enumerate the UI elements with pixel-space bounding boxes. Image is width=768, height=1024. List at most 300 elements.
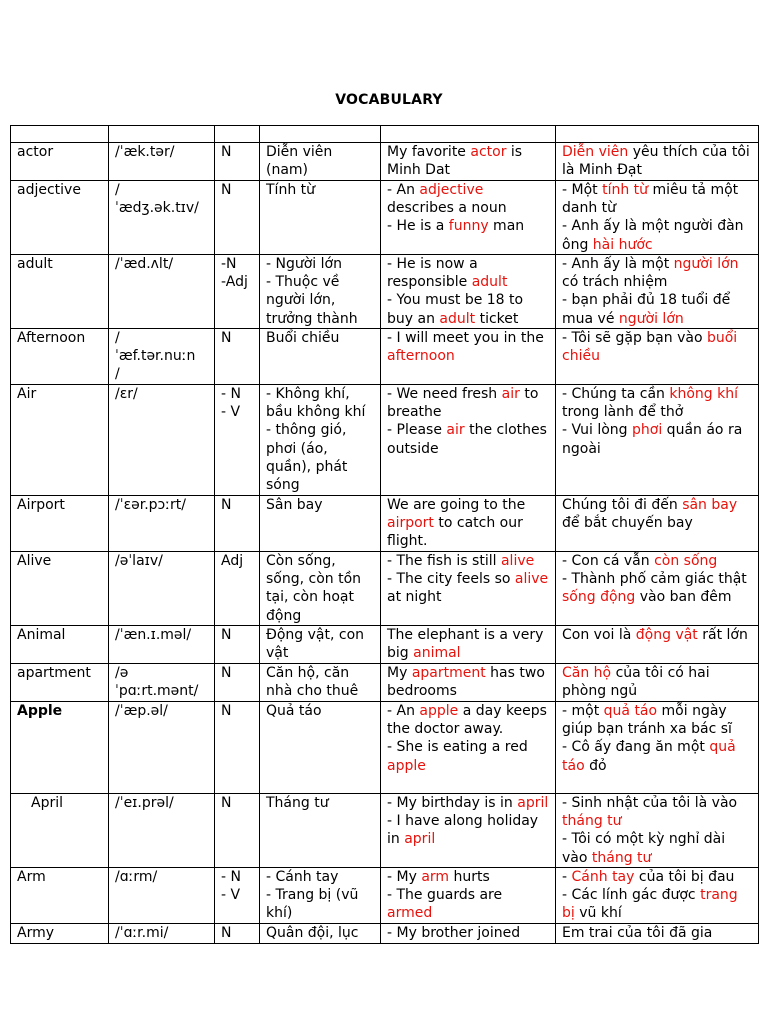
highlighted-word: quả táo: [562, 739, 736, 774]
translation-cell: [556, 329, 759, 385]
text-segment: vào ban đêm: [635, 589, 732, 606]
example-cell: [381, 702, 556, 794]
highlighted-word: sân bay: [682, 497, 738, 513]
text-segment: - My brother joined: [387, 925, 521, 941]
vocab-row: [11, 181, 759, 255]
header-cell: [556, 126, 759, 143]
pos-text: N: [221, 795, 232, 811]
example-sentence: [387, 329, 550, 365]
pos-text: N: [221, 497, 232, 513]
text-segment: - He is a: [387, 218, 449, 235]
vocab-row: [11, 329, 759, 385]
vocabulary-table: [10, 125, 759, 944]
text-segment: The elephant is a very big: [387, 627, 544, 662]
ipa-cell: [109, 255, 215, 329]
pos-text: - N: [221, 869, 241, 885]
word-cell: [11, 664, 109, 702]
ipa-text: /ɛr/: [115, 386, 138, 402]
translation-sentence: [562, 496, 753, 532]
highlighted-word: tháng tư: [562, 813, 622, 830]
meaning-cell: [260, 868, 381, 924]
ipa-cell: [109, 924, 215, 944]
example-cell: [381, 496, 556, 552]
text-segment: - I have along holiday in: [387, 813, 539, 848]
text-segment: - Con cá vẫn: [562, 553, 655, 569]
word-cell: [11, 496, 109, 552]
highlighted-word: air: [446, 422, 465, 439]
example-sentence: [387, 217, 550, 235]
vocab-row: [11, 664, 759, 702]
highlighted-word: armed: [387, 905, 433, 922]
translation-sentence: [562, 181, 753, 217]
example-sentence: [387, 421, 550, 457]
ipa-text: /: [115, 182, 120, 198]
header-cell: [381, 126, 556, 143]
pos-text: N: [221, 925, 232, 941]
meaning-text: Còn sống, sống, còn tồn tại, còn hoạt động: [266, 553, 362, 624]
example-sentence: [387, 924, 550, 942]
highlighted-word: Diễn viên: [562, 144, 629, 160]
example-sentence: [387, 738, 550, 774]
pos-cell: [215, 868, 260, 924]
meaning-text: Động vật, con vật: [266, 627, 365, 662]
translation-sentence: [562, 830, 753, 866]
translation-sentence: [562, 886, 753, 922]
translation-cell: [556, 868, 759, 924]
ipa-cell: [109, 329, 215, 385]
translation-sentence: [562, 702, 753, 738]
text-segment: rất lớn: [697, 627, 748, 643]
meaning-text: Quân đội, lục: [266, 925, 359, 941]
text-segment: - Thành phố cảm giác thật: [562, 571, 747, 588]
text-segment: của tôi bị đau: [634, 869, 735, 885]
highlighted-word: april: [404, 831, 436, 848]
ipa-text: /ˈæp.əl/: [115, 703, 168, 719]
text-segment: - The city feels so: [387, 571, 515, 588]
example-sentence: [387, 702, 550, 738]
word-text: Alive: [17, 553, 52, 569]
text-segment: - My: [387, 869, 422, 885]
meaning-cell: [260, 794, 381, 868]
text-segment: - I will meet you in the: [387, 330, 544, 346]
ipa-cell: [109, 794, 215, 868]
pos-cell: [215, 794, 260, 868]
ipa-text: /ˈæd.ʌlt/: [115, 256, 174, 272]
meaning-text: Diễn viên (nam): [266, 144, 333, 179]
ipa-text: /: [115, 366, 120, 383]
header-row-empty: [11, 126, 759, 143]
highlighted-word: apartment: [411, 665, 486, 681]
text-segment: - Chúng ta cần: [562, 386, 670, 402]
text-segment: yêu thích của tôi là Minh Đạt: [562, 144, 750, 179]
vocab-row: [11, 496, 759, 552]
vocab-row: [11, 552, 759, 626]
ipa-text: /ˈæn.ɪ.məl/: [115, 627, 192, 643]
highlighted-word: tháng tư: [591, 849, 652, 866]
word-text: Arm: [17, 869, 46, 885]
translation-cell: [556, 924, 759, 944]
pos-cell: [215, 181, 260, 255]
text-segment: - Sinh nhật của tôi là vào: [562, 795, 738, 811]
ipa-text: /ˈeɪ.prəl/: [115, 795, 174, 811]
word-cell: [11, 255, 109, 329]
pos-cell: [215, 552, 260, 626]
word-cell: [11, 143, 109, 181]
highlighted-word: animal: [413, 645, 461, 662]
vocab-row: [11, 143, 759, 181]
highlighted-word: apple: [419, 703, 459, 719]
word-text: adult: [17, 256, 53, 272]
highlighted-word: april: [517, 795, 549, 811]
meaning-text: Tính từ: [266, 182, 315, 198]
pos-cell: [215, 385, 260, 496]
word-text: Airport: [17, 497, 65, 513]
translation-cell: [556, 702, 759, 794]
example-cell: [381, 181, 556, 255]
highlighted-word: adjective: [419, 182, 484, 198]
word-text: apartment: [17, 665, 91, 681]
text-segment: Con voi là: [562, 627, 636, 643]
meaning-text: - thông gió, phơi (áo, quần), phát sóng: [266, 422, 348, 494]
example-sentence: [387, 181, 550, 217]
example-cell: [381, 868, 556, 924]
word-cell: [11, 552, 109, 626]
translation-sentence: [562, 868, 753, 886]
highlighted-word: phơi: [632, 422, 663, 439]
text-segment: - Anh ấy là một người đàn ông: [562, 218, 744, 253]
pos-text: -N: [221, 256, 237, 272]
highlighted-word: buổi chiều: [562, 330, 738, 365]
example-sentence: [387, 626, 550, 662]
ipa-cell: [109, 868, 215, 924]
word-cell: [11, 385, 109, 496]
highlighted-word: apple: [387, 757, 426, 774]
text-segment: a day keeps the doctor away.: [387, 703, 547, 738]
header-cell: [109, 126, 215, 143]
text-segment: - một: [562, 703, 604, 719]
meaning-text: Quả táo: [266, 703, 322, 719]
word-cell: [11, 181, 109, 255]
text-segment: hurts: [449, 869, 490, 885]
vocabulary-table-body: [11, 126, 759, 944]
translation-sentence: [562, 570, 753, 606]
example-cell: [381, 794, 556, 868]
translation-cell: [556, 143, 759, 181]
ipa-cell: [109, 626, 215, 664]
vocab-row: [11, 702, 759, 794]
word-text: Air: [17, 386, 37, 402]
highlighted-word: người lớn: [618, 310, 684, 327]
ipa-text: /ə: [115, 665, 129, 681]
text-segment: ticket: [475, 310, 519, 327]
translation-cell: [556, 794, 759, 868]
vocab-row: [11, 626, 759, 664]
translation-cell: [556, 552, 759, 626]
ipa-cell: [109, 143, 215, 181]
pos-text: Adj: [221, 553, 244, 569]
pos-text: - N: [221, 386, 241, 402]
meaning-cell: [260, 143, 381, 181]
meaning-text: - Không khí, bầu không khí: [266, 386, 366, 421]
text-segment: của tôi có hai phòng ngủ: [562, 665, 710, 700]
example-sentence: [387, 496, 550, 551]
example-cell: [381, 664, 556, 702]
example-sentence: [387, 552, 550, 570]
text-segment: - Vui lòng: [562, 422, 633, 439]
example-sentence: [387, 868, 550, 886]
pos-text: N: [221, 665, 232, 681]
text-segment: My: [387, 665, 412, 681]
header-cell: [11, 126, 109, 143]
meaning-cell: [260, 496, 381, 552]
translation-cell: [556, 664, 759, 702]
translation-cell: [556, 626, 759, 664]
text-segment: - Cô ấy đang ăn một: [562, 739, 710, 756]
example-cell: [381, 329, 556, 385]
example-sentence: [387, 794, 550, 812]
meaning-cell: [260, 255, 381, 329]
pos-text: N: [221, 703, 232, 719]
meaning-cell: [260, 552, 381, 626]
example-sentence: [387, 570, 550, 606]
example-cell: [381, 626, 556, 664]
text-segment: - An: [387, 182, 420, 198]
pos-cell: [215, 702, 260, 794]
meaning-text: - Người lớn: [266, 256, 342, 272]
text-segment: -: [562, 869, 572, 885]
highlighted-word: hài hước: [592, 236, 653, 253]
highlighted-word: tính từ: [602, 182, 649, 198]
text-segment: để bắt chuyến bay: [562, 515, 693, 532]
highlighted-word: adult: [471, 274, 508, 291]
translation-sentence: [562, 385, 753, 421]
meaning-text: Sân bay: [266, 497, 323, 513]
translation-sentence: [562, 291, 753, 327]
example-sentence: [387, 255, 550, 291]
translation-sentence: [562, 626, 753, 644]
example-cell: [381, 255, 556, 329]
vocab-row: [11, 255, 759, 329]
highlighted-word: quả táo: [603, 703, 658, 719]
text-segment: to breathe: [387, 386, 539, 421]
meaning-text: - Trang bị (vũ khí): [266, 887, 359, 922]
translation-sentence: [562, 421, 753, 457]
vocab-row: [11, 924, 759, 944]
text-segment: - Các lính gác được: [562, 887, 701, 904]
text-segment: at night: [387, 589, 442, 606]
ipa-cell: [109, 702, 215, 794]
pos-text: -Adj: [221, 274, 248, 291]
text-segment: - Một: [562, 182, 603, 198]
ipa-cell: [109, 552, 215, 626]
text-segment: - My birthday is in: [387, 795, 518, 811]
highlighted-word: alive: [514, 571, 549, 588]
text-segment: - The fish is still: [387, 553, 501, 569]
translation-sentence: [562, 664, 753, 700]
ipa-text: /ˈæk.tər/: [115, 144, 175, 160]
ipa-text: ˈædʒ.ək.tɪv/: [115, 200, 199, 217]
highlighted-word: funny: [448, 218, 489, 235]
text-segment: đỏ: [584, 757, 607, 774]
pos-cell: [215, 255, 260, 329]
translation-sentence: [562, 794, 753, 830]
text-segment: - Tôi có một kỳ nghỉ dài vào: [562, 831, 726, 866]
word-text: Animal: [17, 627, 66, 643]
example-cell: [381, 143, 556, 181]
pos-cell: [215, 143, 260, 181]
example-cell: [381, 385, 556, 496]
translation-cell: [556, 181, 759, 255]
text-segment: quần áo ra ngoài: [562, 422, 743, 457]
text-segment: - Anh ấy là một: [562, 256, 674, 272]
highlighted-word: air: [501, 386, 520, 402]
text-segment: My favorite: [387, 144, 471, 160]
translation-cell: [556, 385, 759, 496]
text-segment: - Tôi sẽ gặp bạn vào: [562, 330, 707, 346]
pos-text: N: [221, 330, 232, 346]
pos-cell: [215, 924, 260, 944]
meaning-text: - Cánh tay: [266, 869, 339, 885]
ipa-cell: [109, 664, 215, 702]
word-text: Afternoon: [17, 330, 86, 346]
ipa-text: ˈæf.tər.nuːn: [115, 348, 196, 365]
highlighted-word: không khí: [669, 386, 738, 402]
example-sentence: [387, 664, 550, 700]
highlighted-word: Cánh tay: [571, 869, 635, 885]
pos-text: - V: [221, 887, 241, 904]
word-text: April: [31, 795, 63, 811]
text-segment: - bạn phải đủ 18 tuổi để mua vé: [562, 292, 731, 327]
meaning-cell: [260, 626, 381, 664]
vocab-row: [11, 868, 759, 924]
translation-cell: [556, 255, 759, 329]
text-segment: - She is eating a red: [387, 739, 528, 756]
text-segment: có trách nhiệm: [562, 274, 668, 291]
text-segment: has two bedrooms: [387, 665, 545, 700]
ipa-text: ˈpɑːrt.mənt/: [115, 683, 199, 700]
translation-sentence: [562, 329, 753, 365]
meaning-text: Căn hộ, căn nhà cho thuê: [266, 665, 359, 700]
translation-sentence: [562, 552, 753, 570]
meaning-cell: [260, 664, 381, 702]
meaning-text: Buổi chiều: [266, 330, 340, 346]
example-sentence: [387, 291, 550, 327]
text-segment: - Please: [387, 422, 447, 439]
pos-cell: [215, 664, 260, 702]
meaning-cell: [260, 329, 381, 385]
word-cell: [11, 329, 109, 385]
word-text: Army: [17, 925, 55, 941]
translation-sentence: [562, 255, 753, 291]
pos-cell: [215, 626, 260, 664]
text-segment: - The guards are: [387, 887, 503, 904]
highlighted-word: sống động: [562, 589, 636, 606]
pos-text: N: [221, 144, 232, 160]
text-segment: - An: [387, 703, 420, 719]
text-segment: We are going to the: [387, 497, 526, 513]
translation-sentence: [562, 143, 753, 179]
text-segment: Chúng tôi đi đến: [562, 497, 683, 513]
translation-cell: [556, 496, 759, 552]
highlighted-word: còn sống: [654, 553, 718, 569]
example-sentence: [387, 143, 550, 179]
word-cell: [11, 626, 109, 664]
ipa-text: /: [115, 330, 120, 346]
meaning-text: Tháng tư: [266, 795, 329, 811]
header-cell: [260, 126, 381, 143]
ipa-text: /əˈlaɪv/: [115, 553, 163, 569]
highlighted-word: alive: [500, 553, 535, 569]
text-segment: - We need fresh: [387, 386, 502, 402]
text-segment: describes a noun: [387, 200, 507, 217]
ipa-cell: [109, 181, 215, 255]
text-segment: the clothes outside: [387, 422, 547, 457]
text-segment: mỗi ngày giúp bạn tránh xa bác sĩ: [562, 703, 732, 738]
meaning-cell: [260, 385, 381, 496]
highlighted-word: airport: [387, 515, 434, 532]
pos-cell: [215, 329, 260, 385]
translation-sentence: [562, 924, 753, 942]
meaning-text: - Thuộc về người lớn, trưởng thành: [266, 274, 358, 327]
word-text: adjective: [17, 182, 81, 198]
translation-sentence: [562, 738, 753, 774]
word-cell: [11, 702, 109, 794]
example-cell: [381, 552, 556, 626]
example-sentence: [387, 385, 550, 421]
pos-text: N: [221, 627, 232, 643]
ipa-text: /ˈɛər.pɔːrt/: [115, 497, 186, 513]
text-segment: vũ khí: [574, 905, 622, 922]
ipa-cell: [109, 496, 215, 552]
highlighted-word: trang bị: [562, 887, 738, 922]
example-sentence: [387, 886, 550, 922]
vocab-row: [11, 385, 759, 496]
word-cell: [11, 794, 109, 868]
text-segment: trong lành để thở: [562, 404, 684, 421]
text-segment: to catch our flight.: [387, 515, 523, 550]
word-text: actor: [17, 144, 54, 160]
highlighted-word: afternoon: [387, 348, 455, 365]
ipa-cell: [109, 385, 215, 496]
meaning-cell: [260, 702, 381, 794]
example-cell: [381, 924, 556, 944]
meaning-cell: [260, 924, 381, 944]
pos-cell: [215, 496, 260, 552]
highlighted-word: Căn hộ: [562, 665, 612, 681]
header-cell: [215, 126, 260, 143]
ipa-text: /ɑːrm/: [115, 869, 158, 885]
text-segment: - You must be 18 to buy an: [387, 292, 524, 327]
highlighted-word: adult: [439, 310, 476, 327]
text-segment: - He is now a responsible: [387, 256, 478, 291]
text-segment: is Minh Dat: [387, 144, 523, 179]
highlighted-word: arm: [421, 869, 450, 885]
word-text: Apple: [17, 703, 63, 719]
meaning-cell: [260, 181, 381, 255]
example-sentence: [387, 812, 550, 848]
pos-text: N: [221, 182, 232, 198]
word-cell: [11, 868, 109, 924]
translation-sentence: [562, 217, 753, 253]
page-title: VOCABULARY: [335, 92, 443, 108]
vocab-row: [11, 794, 759, 868]
highlighted-word: actor: [470, 144, 507, 160]
highlighted-word: động vật: [635, 627, 698, 643]
ipa-text: /ˈɑːr.mi/: [115, 925, 169, 941]
highlighted-word: người lớn: [673, 256, 739, 272]
pos-text: - V: [221, 404, 241, 421]
text-segment: man: [488, 218, 525, 235]
